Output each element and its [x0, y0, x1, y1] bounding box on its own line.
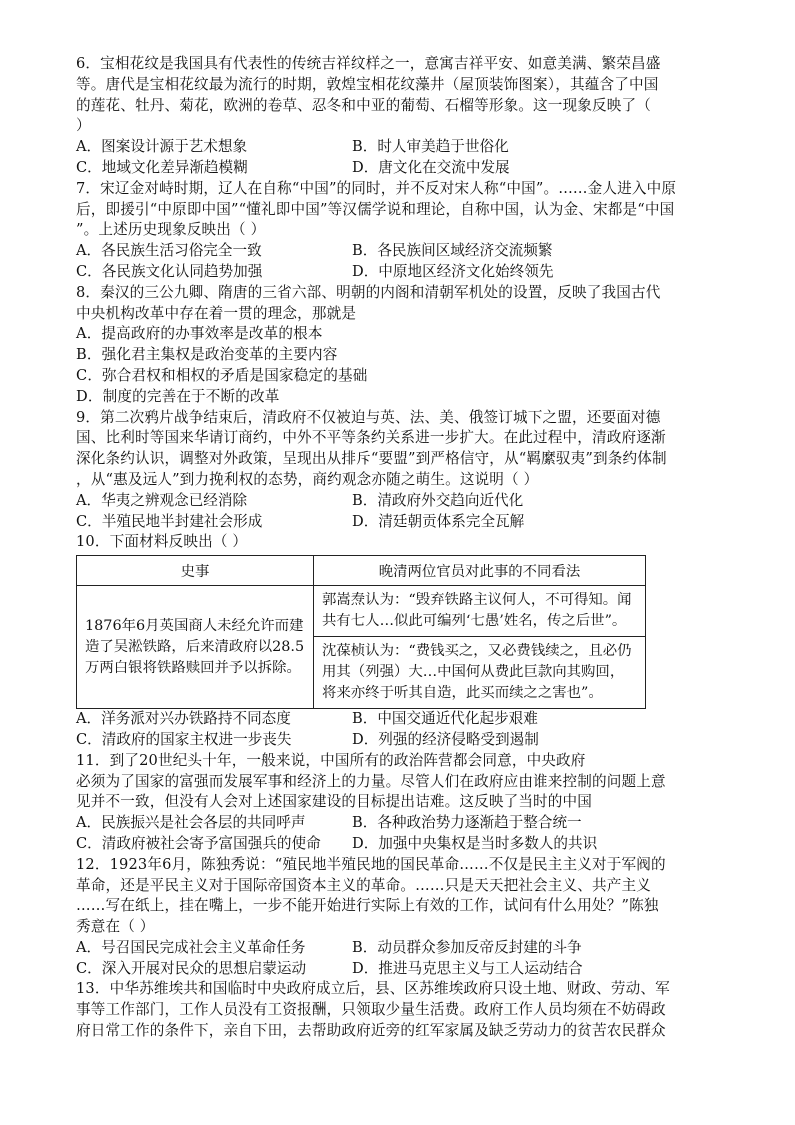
question-12-options — [76, 938, 726, 980]
stem-line: ，从“惠及远人”到力挽利权的态势，商约观念亦随之萌生。这说明（ ） — [76, 470, 539, 488]
question-6-options — [76, 137, 726, 179]
option-a: A．各民族生活习俗完全一致 — [76, 242, 262, 260]
question-11-options — [76, 813, 726, 855]
stem-line: 6．宝相花纹是我国具有代表性的传统吉祥纹样之一，意寓吉祥平安、如意美满、繁荣昌盛 — [76, 55, 661, 72]
table-cell-opinion-shen: 沈葆桢认为：“费钱买之，又必费钱续之，且必仍用其（列强）大…中国何从费此巨款向其购回，将来亦终于听其自造，此买而续之之害也”。 — [314, 637, 646, 709]
stem-line: 13．中华苏维埃共和国临时中央政府成立后，县、区苏维埃政府只设土地、财政、劳动、军 — [76, 980, 670, 998]
option-d: D．列强的经济侵略受到遏制 — [352, 730, 539, 748]
question-11 — [76, 751, 726, 855]
question-10-options — [76, 709, 726, 751]
question-9-options — [76, 491, 726, 533]
stem-line: 府日常工作的条件下，亲自下田，去帮助政府近旁的红军家属及缺乏劳动力的贫苦农民群众 — [76, 1022, 666, 1040]
question-12-stem — [76, 855, 726, 938]
option-c: C．清政府被社会寄予富国强兵的使命 — [76, 834, 321, 852]
question-13-stem — [76, 979, 726, 1041]
option-d: D．加强中央集权是当时多数人的共识 — [352, 834, 598, 852]
option-c: C．半殖民地半封建社会形成 — [76, 512, 263, 530]
question-10 — [76, 532, 726, 750]
question-10-stem — [76, 532, 726, 553]
option-b: B．各民族间区域经济交流频繁 — [352, 242, 553, 260]
question-8 — [76, 283, 726, 408]
stem-line: 7．宋辽金对峙时期，辽人在自称“中国”的同时，并不反对宋人称“中国”。……金人进入中原 — [76, 179, 677, 197]
stem-line: 11．到了20世纪头十年，一般来说，中国所有的政治阵营都会同意，中央政府 — [76, 751, 586, 769]
stem-line: 见并不一致，但没有人会对上述国家建设的目标提出诘难。这反映了当时的中国 — [76, 793, 593, 811]
question-9-stem — [76, 408, 726, 491]
option-b: B．中国交通近代化起步艰难 — [352, 710, 538, 728]
stem-line: 10．下面材料反映出（ ） — [76, 533, 248, 551]
stem-line: 秀意在（ ） — [76, 918, 155, 936]
option-b: B．强化君主集权是政治变革的主要内容 — [76, 346, 338, 364]
question-6-stem — [76, 54, 726, 137]
stem-line: ”。上述历史现象反映出（ ） — [76, 221, 266, 239]
stem-line: 中央机构改革中存在着一贯的理念，那就是 — [76, 304, 357, 322]
stem-line: 12．1923年6月，陈独秀说：“殖民地半殖民地的国民革命……不仅是民主主义对于军阀的 — [76, 855, 666, 873]
option-b: B．各种政治势力逐渐趋于整合统一 — [352, 814, 582, 832]
question-6 — [76, 54, 726, 179]
exam-page — [76, 54, 726, 1042]
question-7-options — [76, 241, 726, 283]
material-table — [76, 555, 646, 709]
stem-line: 深化条约认识，调整对外政策，呈现出从排斥“要盟”到严格信守，从“羁縻驭夷”到条约体制 — [76, 450, 667, 468]
option-c: C．清政府的国家主权进一步丧失 — [76, 730, 292, 748]
question-7 — [76, 179, 726, 283]
option-b: B．时人审美趋于世俗化 — [352, 138, 509, 156]
option-c: C．弥合君权和相权的矛盾是国家稳定的基础 — [76, 366, 368, 384]
question-12 — [76, 855, 726, 980]
option-a: A．提高政府的办事效率是改革的根本 — [76, 325, 323, 343]
option-c: C．各民族文化认同趋势加强 — [76, 262, 263, 280]
option-a: A．号召国民完成社会主义革命任务 — [76, 938, 306, 956]
question-7-stem — [76, 179, 726, 241]
option-a: A．洋务派对兴办铁路持不同态度 — [76, 710, 291, 728]
option-a: A．民族振兴是社会各层的共同呼声 — [76, 814, 306, 832]
option-d: D．推进马克思主义与工人运动结合 — [352, 959, 583, 977]
option-b: B．清政府外交趋向近代化 — [352, 491, 524, 509]
option-d: D．清廷朝贡体系完全瓦解 — [352, 512, 525, 530]
stem-line: ……写在纸上，挂在嘴上，一步不能开始进行实际上有效的工作，试问有什么用处？”陈独 — [76, 897, 659, 915]
option-a: A．图案设计源于艺术想象 — [76, 138, 248, 156]
option-c: C．深入开展对民众的思想启蒙运动 — [76, 959, 307, 977]
stem-line: 后，即援引“中原即中国”“懂礼即中国”等汉儒学说和理论，自称中国，认为金、宋都是“中国 — [76, 200, 675, 218]
question-9 — [76, 408, 726, 533]
table-header-event: 史事 — [77, 556, 314, 586]
stem-line: 必须为了国家的富强而发展军事和经济上的力量。尽管人们在政府应由谁来控制的问题上意 — [76, 772, 666, 790]
option-b: B．动员群众参加反帝反封建的斗争 — [352, 938, 582, 956]
table-cell-opinion-guo: 郭嵩焘认为：“毁弃铁路主议何人，不可得知。闻共有七人…似此可编列‘七愚’姓名，传之后世”。 — [314, 586, 646, 637]
question-8-options — [76, 324, 726, 407]
stem-line: 等。唐代是宝相花纹最为流行的时期，敦煌宝相花纹藻井（屋顶装饰图案），其蕴含了中国 — [76, 75, 659, 93]
stem-line: 事等工作部门，工作人员没有工资报酬，只领取少量生活费。政府工作人员均须在不妨碍政 — [76, 1001, 666, 1019]
stem-line: 的莲花、牡丹、菊花，欧洲的卷草、忍冬和中亚的葡萄、石榴等形象。这一现象反映了（ — [76, 96, 652, 114]
table-header-opinions: 晚清两位官员对此事的不同看法 — [314, 556, 646, 586]
stem-line: 国、比利时等国来华请订商约，中外不平等条约关系进一步扩大。在此过程中，清政府逐渐 — [76, 429, 666, 447]
question-8-stem — [76, 283, 726, 325]
option-d: D．中原地区经济文化始终领先 — [352, 262, 554, 280]
stem-line: 8．秦汉的三公九卿、隋唐的三省六部、明朝的内阁和清朝军机处的设置，反映了我国古代 — [76, 283, 661, 301]
table-cell-event: 1876年6月英国商人未经允许而建造了吴淞铁路，后来清政府以28.5万两白银将铁路赎回并予以拆除。 — [77, 586, 314, 709]
stem-line: 9．第二次鸦片战争结束后，清政府不仅被迫与英、法、美、俄签订城下之盟，还要面对德 — [76, 408, 661, 426]
question-11-stem — [76, 751, 726, 813]
option-d: D．唐文化在交流中发展 — [352, 158, 510, 176]
option-d: D．制度的完善在于不断的改革 — [76, 387, 280, 405]
stem-line: ） — [76, 117, 91, 135]
question-13 — [76, 979, 726, 1041]
stem-line: 革命，还是平民主义对于国际帝国资本主义的革命。……只是天天把社会主义、共产主义 — [76, 876, 652, 894]
option-a: A．华夷之辨观念已经消除 — [76, 491, 248, 509]
option-c: C．地域文化差异渐趋模糊 — [76, 158, 248, 176]
